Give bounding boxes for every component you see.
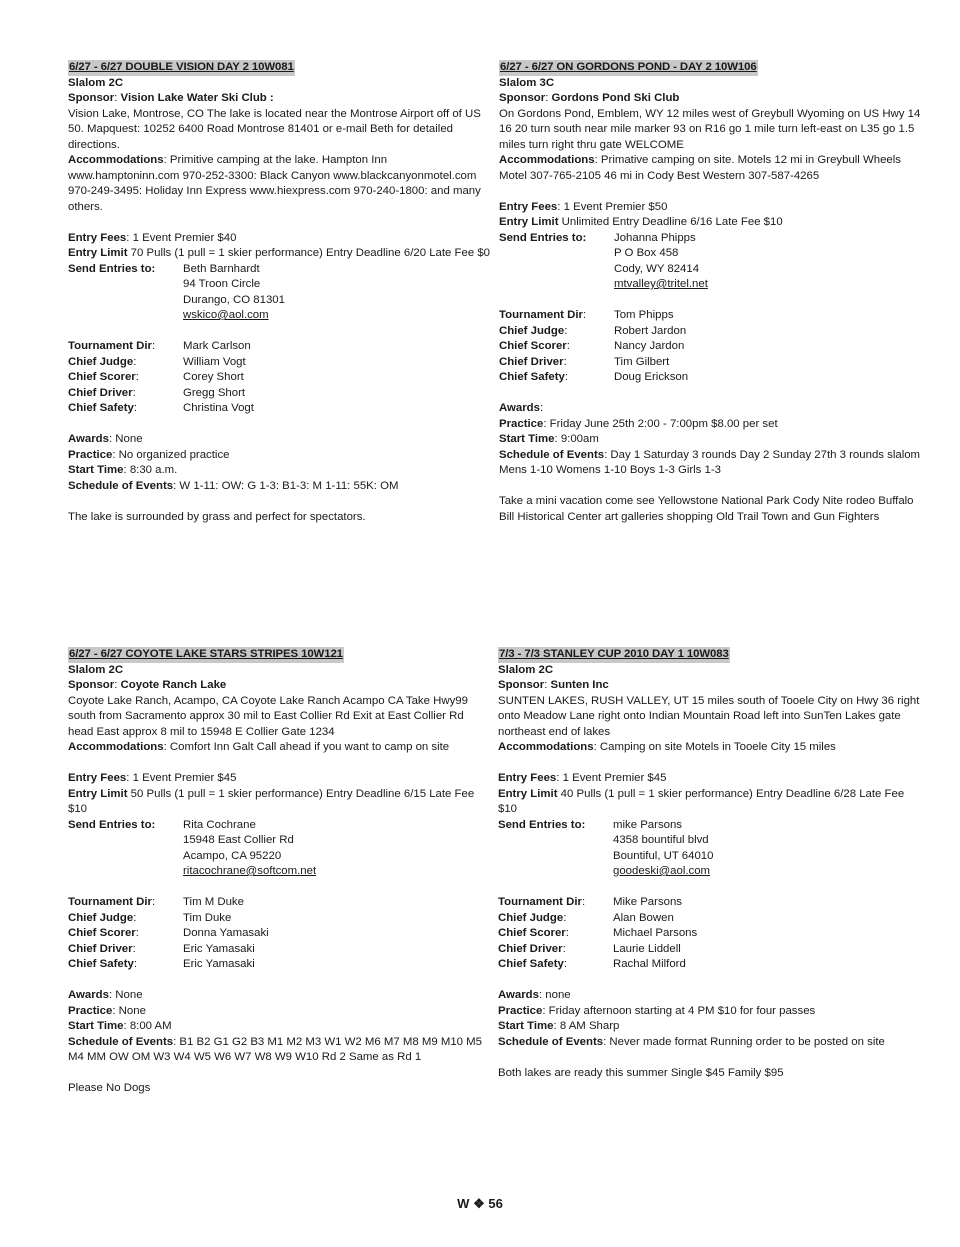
start-time-label: Start Time <box>68 1020 124 1032</box>
event-class: Slalom 2C <box>68 76 124 89</box>
awards-value: None <box>115 433 143 445</box>
start-time-label: Start Time <box>498 1020 554 1032</box>
entry-fees-label: Entry Fees <box>499 200 558 213</box>
official-label: Chief Judge: <box>68 355 137 368</box>
official-role: Chief Judge <box>499 324 565 337</box>
accommodations-value: Camping on site Motels in Tooele City 15 miles <box>599 741 836 753</box>
spacer <box>68 215 490 231</box>
send-email-wrap <box>499 277 921 293</box>
accommodations-value: Primitive camping at the lake. Hampton Inn www.hamptoninn.com 970-252-3300: Black Canyon www.blackcanyonmotel.com 970-249-3495: Holiday Inn Express www.hiexpress.com 970-240-1800: and many others. <box>68 154 481 213</box>
official-row <box>498 895 920 911</box>
official-name: Rachal Milford <box>613 958 686 970</box>
official-label: Chief Judge: <box>499 324 568 337</box>
official-role: Chief Scorer <box>68 927 136 939</box>
entry-fees-line: Entry Fees: 1 Event Premier $40 <box>68 231 237 244</box>
sponsor-value: Sunten Inc <box>550 679 609 691</box>
event-class: Slalom 2C <box>498 663 554 676</box>
schedule-line: Schedule of Events: W 1-11: OW: G 1-3: B1-3: M 1-11: 55K: OM <box>68 479 399 492</box>
official-label: Tournament Dir: <box>498 896 586 908</box>
location-text: On Gordons Pond, Emblem, WY 12 miles west of Greybull Wyoming on US Hwy 14 16 20 turn south near mile marker 93 on R16 go 1 mile turn left-east on L35 go 1.5 miles turn right thru gate WELCOME <box>499 107 921 151</box>
practice-line: Practice: None <box>68 1004 146 1017</box>
accommodations-label: Accommodations <box>68 154 164 166</box>
send-email-wrap <box>68 864 490 880</box>
event-title-wrap <box>68 60 490 76</box>
practice-value: No organized practice <box>118 448 230 461</box>
sponsor-value: Vision Lake Water Ski Club : <box>120 92 274 104</box>
awards-line: Awards: <box>499 402 544 414</box>
schedule-line: Schedule of Events: Never made format Running order to be posted on site <box>498 1035 885 1048</box>
start-time-value: 9:00am <box>560 433 599 445</box>
official-row <box>68 370 490 386</box>
awards-value: none <box>545 989 571 1001</box>
official-label: Chief Judge: <box>498 911 567 924</box>
practice-line: Practice: Friday afternoon starting at 4 PM $10 for four passes <box>498 1004 816 1017</box>
event-title-wrap <box>68 647 490 663</box>
send-entries-label: Send Entries to: <box>68 818 156 831</box>
official-row <box>499 308 921 324</box>
officials-list <box>499 308 921 386</box>
schedule-label: Schedule of Events <box>498 1035 604 1048</box>
entry-fees-label: Entry Fees <box>68 772 127 784</box>
official-role: Chief Scorer <box>68 371 136 383</box>
entry-fees-line: Entry Fees: 1 Event Premier $45 <box>68 772 237 784</box>
official-row <box>68 355 490 371</box>
start-time-label: Start Time <box>499 433 555 445</box>
official-role: Chief Safety <box>498 958 564 970</box>
official-role: Chief Scorer <box>498 927 566 939</box>
official-label: Chief Scorer: <box>498 927 569 939</box>
spacer <box>499 479 921 495</box>
send-entries-row <box>68 262 490 278</box>
location-text: SUNTEN LAKES, RUSH VALLEY, UT 15 miles south of Tooele City on Hwy 36 right onto Meadow Lane right onto Indian Mountain Road left into SunTen Lakes gate northeast end of lakes <box>498 694 920 738</box>
official-row <box>68 942 490 958</box>
send-entries-row <box>68 818 490 834</box>
official-label: Tournament Dir: <box>499 309 587 321</box>
entry-limit-label: Entry Limit <box>68 247 128 259</box>
spacer <box>68 324 490 340</box>
sponsor-line: Sponsor: Coyote Ranch Lake <box>68 679 227 691</box>
official-role: Chief Safety <box>68 958 134 970</box>
sponsor-label: Sponsor <box>498 679 545 691</box>
entry-limit-label: Entry Limit <box>68 787 128 800</box>
official-role: Chief Judge <box>68 355 134 368</box>
official-name: Mike Parsons <box>613 896 683 908</box>
official-label: Chief Safety: <box>68 402 138 414</box>
officials-list <box>498 895 920 973</box>
entry-limit-line <box>68 246 490 262</box>
start-time-line: Start Time: 9:00am <box>499 433 599 445</box>
practice-value: Friday June 25th 2:00 - 7:00pm $8.00 per set <box>549 417 778 430</box>
page-footer <box>0 1196 960 1212</box>
awards-value: None <box>115 989 143 1001</box>
official-role: Chief Driver <box>499 355 564 368</box>
awards-label: Awards <box>499 402 540 414</box>
official-row <box>498 942 920 958</box>
start-time-label: Start Time <box>68 464 124 476</box>
official-role: Chief Judge <box>498 911 564 924</box>
official-name: Eric Yamasaki <box>183 942 255 955</box>
event-block <box>68 60 490 525</box>
official-row <box>499 339 921 355</box>
official-row <box>68 911 490 927</box>
schedule-label: Schedule of Events <box>68 479 174 492</box>
spacer <box>68 880 490 896</box>
accommodations-line: Accommodations: Primative camping on site. Motels 12 mi in Greybull Wheels Motel 307-765-2105 46 mi in Cody Best Western 307-587-4265 <box>499 154 901 182</box>
official-label: Chief Scorer: <box>68 927 139 939</box>
send-email-link[interactable]: ritacochrane@softcom.net <box>183 865 317 877</box>
send-entries-label: Send Entries to: <box>499 231 587 244</box>
official-label: Chief Safety: <box>68 958 138 970</box>
send-address-2: Acampo, CA 95220 <box>183 849 282 862</box>
official-role: Chief Judge <box>68 911 134 924</box>
schedule-value: Day 1 Saturday 3 rounds Day 2 Sunday 27th 3 rounds slalom Mens 1-10 Womens 1-10 Boys 1-3 Girls 1-3 <box>499 448 921 476</box>
event-note: The lake is surrounded by grass and perfect for spectators. <box>68 510 366 523</box>
event-note: Both lakes are ready this summer Single $45 Family $95 <box>498 1066 784 1079</box>
spacer <box>499 386 921 402</box>
spacer <box>68 1066 490 1082</box>
schedule-label: Schedule of Events <box>499 448 605 461</box>
official-label: Chief Safety: <box>499 371 569 383</box>
official-label: Chief Scorer: <box>68 371 139 383</box>
sponsor-line: Sponsor: Vision Lake Water Ski Club : <box>68 92 274 104</box>
send-entries-label: Send Entries to: <box>68 262 156 275</box>
send-entries-row <box>498 818 920 834</box>
event-class: Slalom 3C <box>499 76 555 89</box>
schedule-label: Schedule of Events <box>68 1035 174 1048</box>
practice-label: Practice <box>499 417 544 430</box>
spacer <box>68 973 490 989</box>
location-text: Vision Lake, Montrose, CO The lake is located near the Montrose Airport off of US 50. Mapquest: 10252 6400 Road Montrose 81401 or e-mail Beth for detailed directions. <box>68 107 481 151</box>
entry-fees-value: 1 Event Premier $45 <box>132 772 237 784</box>
diamond-separator-icon: ❖ <box>473 1196 485 1211</box>
accommodations-label: Accommodations <box>499 154 595 166</box>
page-number: 56 <box>488 1196 503 1211</box>
schedule-line: Schedule of Events: Day 1 Saturday 3 rounds Day 2 Sunday 27th 3 rounds slalom Mens 1-10 Womens 1-10 Boys 1-3 Girls 1-3 <box>499 448 921 476</box>
event-note: Take a mini vacation come see Yellowstone National Park Cody Nite rodeo Buffalo Bill Historical Center art galleries shopping Old Trail Town and Gun Fighters <box>499 495 914 523</box>
send-email-link[interactable]: goodeski@aol.com <box>613 865 711 877</box>
entry-limit-line <box>499 215 921 231</box>
spacer <box>498 1050 920 1066</box>
send-name: Beth Barnhardt <box>183 262 260 275</box>
accommodations-label: Accommodations <box>68 741 164 753</box>
sponsor-label: Sponsor <box>68 92 115 104</box>
spacer <box>499 184 921 200</box>
accommodations-label: Accommodations <box>498 741 594 753</box>
schedule-value: Never made format Running order to be posted on site <box>609 1035 885 1048</box>
practice-label: Practice <box>68 1004 113 1017</box>
official-name: Mark Carlson <box>183 340 251 352</box>
start-time-value: 8:30 a.m. <box>129 464 178 476</box>
send-address-2: Bountiful, UT 64010 <box>613 849 714 862</box>
schedule-value: B1 B2 G1 G2 B3 M1 M2 M3 W1 W2 M6 M7 M8 M9 M10 M5 M4 MM OW OM W3 W4 W5 W6 W7 W8 W9 W10 Rd 2 Same as Rd 1 <box>68 1035 482 1063</box>
start-time-line: Start Time: 8:00 AM <box>68 1020 172 1032</box>
schedule-line: Schedule of Events: B1 B2 G1 G2 B3 M1 M2 M3 W1 W2 M6 M7 M8 M9 M10 M5 M4 MM OW OM W3 W4 W5 W6 W7 W8 W9 W10 Rd 2 Same as Rd 1 <box>68 1035 482 1063</box>
practice-value: Friday afternoon starting at 4 PM $10 for four passes <box>548 1004 816 1017</box>
official-name: Eric Yamasaki <box>183 958 255 970</box>
official-name: Tim Duke <box>183 911 232 924</box>
event-class: Slalom 2C <box>68 663 124 676</box>
official-label: Tournament Dir: <box>68 896 156 908</box>
entry-limit-line <box>68 787 490 818</box>
send-email-link[interactable]: mtvalley@tritel.net <box>614 278 708 290</box>
official-name: Alan Bowen <box>613 911 674 924</box>
awards-line: Awards: None <box>68 433 143 445</box>
official-role: Chief Driver <box>498 942 563 955</box>
official-row <box>68 957 490 973</box>
send-name: Johanna Phipps <box>614 231 696 244</box>
official-role: Tournament Dir <box>68 896 152 908</box>
awards-line: Awards: None <box>68 989 143 1001</box>
officials-list <box>68 895 490 973</box>
entry-fees-value: 1 Event Premier $40 <box>132 231 237 244</box>
spacer <box>498 880 920 896</box>
event-block <box>498 647 920 1081</box>
start-time-line: Start Time: 8 AM Sharp <box>498 1020 620 1032</box>
awards-label: Awards <box>498 989 539 1001</box>
entry-fees-line: Entry Fees: 1 Event Premier $45 <box>498 772 667 784</box>
official-role: Tournament Dir <box>499 309 583 321</box>
official-label: Chief Driver: <box>498 942 566 955</box>
send-address-1: 15948 East Collier Rd <box>183 834 294 846</box>
accommodations-line: Accommodations: Comfort Inn Galt Call ahead if you want to camp on site <box>68 741 450 753</box>
official-row <box>499 324 921 340</box>
official-label: Chief Driver: <box>68 942 136 955</box>
official-label: Chief Safety: <box>498 958 568 970</box>
schedule-value: W 1-11: OW: G 1-3: B1-3: M 1-11: 55K: OM <box>179 479 399 492</box>
sponsor-label: Sponsor <box>68 679 115 691</box>
official-row <box>499 355 921 371</box>
official-name: Laurie Liddell <box>613 942 681 955</box>
entry-limit-value: Unlimited Entry Deadline 6/16 Late Fee $10 <box>561 216 783 228</box>
location-text: Coyote Lake Ranch, Acampo, CA Coyote Lake Ranch Acampo CA Take Hwy99 south from Sacramento approx 30 mil to East Collier Rd Exit at East Collier Rd head East approx 8 mil to 15948 E Collier Gate 1234 <box>68 694 468 738</box>
official-name: Robert Jardon <box>614 324 687 337</box>
practice-label: Practice <box>498 1004 543 1017</box>
official-label: Chief Driver: <box>68 386 136 399</box>
practice-line: Practice: Friday June 25th 2:00 - 7:00pm $8.00 per set <box>499 417 778 430</box>
spacer <box>499 293 921 309</box>
official-label: Tournament Dir: <box>68 340 156 352</box>
entry-limit-value: 50 Pulls (1 pull = 1 skier performance) Entry Deadline 6/15 Late Fee $10 <box>68 787 475 815</box>
send-email-link[interactable]: wskico@aol.com <box>183 309 269 321</box>
spacer <box>498 756 920 772</box>
event-note: Please No Dogs <box>68 1082 151 1094</box>
accommodations-line: Accommodations: Camping on site Motels in Tooele City 15 miles <box>498 741 836 753</box>
spacer <box>68 494 490 510</box>
send-entries-row <box>499 231 921 247</box>
official-name: Donna Yamasaki <box>183 927 269 939</box>
official-name: Gregg Short <box>183 386 246 399</box>
practice-line: Practice: No organized practice <box>68 448 230 461</box>
send-entries-label: Send Entries to: <box>498 818 586 831</box>
page-prefix: W <box>457 1196 470 1211</box>
entry-limit-label: Entry Limit <box>498 787 558 800</box>
official-row <box>68 926 490 942</box>
practice-value: None <box>118 1004 146 1017</box>
practice-label: Practice <box>68 448 113 461</box>
awards-line: Awards: none <box>498 989 571 1001</box>
event-title-wrap <box>498 647 920 663</box>
official-name: Nancy Jardon <box>614 340 685 352</box>
entry-fees-value: 1 Event Premier $45 <box>562 772 667 784</box>
event-title: 6/27 - 6/27 DOUBLE VISION DAY 2 10W081 <box>68 60 295 76</box>
send-email-wrap <box>68 308 490 324</box>
official-name: Tim Gilbert <box>614 355 670 368</box>
sponsor-line: Sponsor: Gordons Pond Ski Club <box>499 92 680 104</box>
spacer <box>68 756 490 772</box>
official-name: Christina Vogt <box>183 402 254 414</box>
send-address-1: P O Box 458 <box>614 247 679 259</box>
sponsor-value: Coyote Ranch Lake <box>120 679 227 691</box>
official-row <box>68 895 490 911</box>
sponsor-value: Gordons Pond Ski Club <box>551 92 680 104</box>
official-label: Chief Judge: <box>68 911 137 924</box>
official-row <box>498 926 920 942</box>
accommodations-value: Primative camping on site. Motels 12 mi in Greybull Wheels Motel 307-765-2105 46 mi in Cody Best Western 307-587-4265 <box>499 154 901 182</box>
spacer <box>498 973 920 989</box>
officials-list <box>68 339 490 417</box>
accommodations-value: Comfort Inn Galt Call ahead if you want to camp on site <box>169 741 450 753</box>
official-row <box>499 370 921 386</box>
entry-fees-label: Entry Fees <box>68 231 127 244</box>
entry-fees-line: Entry Fees: 1 Event Premier $50 <box>499 200 668 213</box>
official-row <box>68 386 490 402</box>
entry-limit-label: Entry Limit <box>499 216 559 228</box>
send-address-1: 4358 bountiful blvd <box>613 834 709 846</box>
official-role: Chief Scorer <box>499 340 567 352</box>
sponsor-label: Sponsor <box>499 92 546 104</box>
event-title: 6/27 - 6/27 ON GORDONS POND - DAY 2 10W106 <box>499 60 758 76</box>
accommodations-line: Accommodations: Primitive camping at the lake. Hampton Inn www.hamptoninn.com 970-252-3300: Black Canyon www.blackcanyonmotel.com 970-249-3495: Holiday Inn Express www.hiexpress.com 970-240-1800: and many others. <box>68 154 481 213</box>
official-label: Chief Driver: <box>499 355 567 368</box>
awards-label: Awards <box>68 433 109 445</box>
start-time-value: 8:00 AM <box>129 1020 172 1032</box>
official-row <box>68 339 490 355</box>
official-role: Chief Safety <box>68 402 134 414</box>
official-name: Doug Erickson <box>614 371 689 383</box>
start-time-value: 8 AM Sharp <box>559 1020 620 1032</box>
send-address-2: Durango, CO 81301 <box>183 293 285 306</box>
send-address-2: Cody, WY 82414 <box>614 262 700 275</box>
send-email-wrap <box>498 864 920 880</box>
event-block <box>499 60 921 525</box>
entry-limit-line <box>498 787 920 818</box>
entry-fees-value: 1 Event Premier $50 <box>563 200 668 213</box>
event-title: 6/27 - 6/27 COYOTE LAKE STARS STRIPES 10W121 <box>68 647 344 663</box>
send-address-1: 94 Troon Circle <box>183 278 261 290</box>
official-role: Chief Driver <box>68 386 133 399</box>
official-role: Chief Driver <box>68 942 133 955</box>
event-title-wrap <box>499 60 921 76</box>
official-name: Michael Parsons <box>613 927 698 939</box>
send-name: Rita Cochrane <box>183 818 256 831</box>
official-row <box>68 401 490 417</box>
official-role: Tournament Dir <box>68 340 152 352</box>
awards-label: Awards <box>68 989 109 1001</box>
sponsor-line: Sponsor: Sunten Inc <box>498 679 609 691</box>
event-block <box>68 647 490 1097</box>
entry-limit-value: 40 Pulls (1 pull = 1 skier performance) Entry Deadline 6/28 Late Fee $10 <box>498 787 905 815</box>
official-name: Tom Phipps <box>614 309 674 321</box>
spacer <box>68 417 490 433</box>
send-name: mike Parsons <box>613 818 683 831</box>
entry-limit-value: 70 Pulls (1 pull = 1 skier performance) Entry Deadline 6/20 Late Fee $0 <box>130 247 490 259</box>
entry-fees-label: Entry Fees <box>498 772 557 784</box>
event-title: 7/3 - 7/3 STANLEY CUP 2010 DAY 1 10W083 <box>498 647 730 663</box>
official-name: Tim M Duke <box>183 896 244 908</box>
official-row <box>498 957 920 973</box>
official-name: William Vogt <box>183 355 246 368</box>
official-name: Corey Short <box>183 371 244 383</box>
official-role: Chief Safety <box>499 371 565 383</box>
official-row <box>498 911 920 927</box>
official-label: Chief Scorer: <box>499 340 570 352</box>
official-role: Tournament Dir <box>498 896 582 908</box>
start-time-line: Start Time: 8:30 a.m. <box>68 464 178 476</box>
